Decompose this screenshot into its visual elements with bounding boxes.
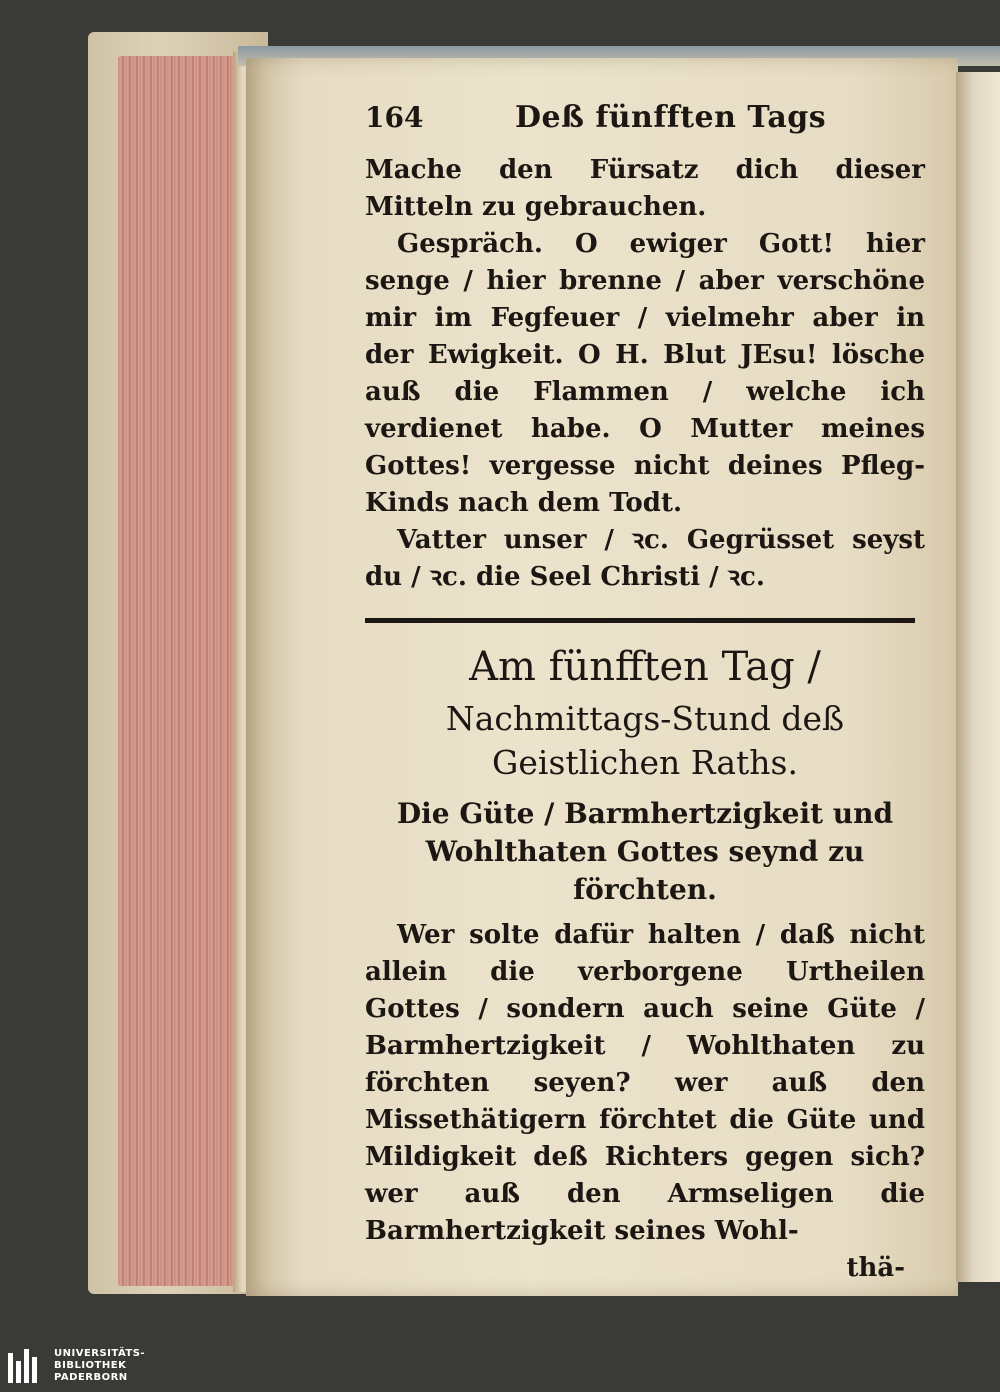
resolution-paragraph: Mache den Fürsatz dich dieser Mitteln zu gebrauchen. [365,155,925,222]
section-divider [365,618,915,623]
section-heading: Die Güte / Barmhertzigkeit und Wohlthaten Gottes seynd zu förchten. [396,797,894,906]
body-paragraph: Wer solte dafür halten / daß nicht allein die verborgene Urtheilen Gottes / sondern auch seine Güte / Barmhertzigkeit / Wohlthaten zu förchten seyen? wer auß den Missethätigern förchtet die Güte und Mildigkeit deß Richters gegen sich? wer auß den Armseligen die Barmhertzigkeit seines Wohl- [365,920,925,1246]
page-header [365,100,925,152]
closing-prayers: Vatter unser / ꝛc. Gegrüsset seyst du / ꝛc. die Seel Christi / ꝛc. [365,525,925,592]
facing-page-edge [956,72,1000,1282]
section-title: Am fünfften Tag / [469,644,821,690]
colloquy-paragraph: Gespräch. O ewiger Gott! hier senge / hier brenne / aber verschöne mir im Fegfeuer / vielmehr aber in der Ewigkeit. O H. Blut JEsu! lösche auß die Flammen / welche ich verdienet habe. O Mutter meines Gottes! vergesse nicht deines Pfleg-Kinds nach dem Todt. [365,229,925,518]
logo-line-1: UNIVERSITÄTS- [54,1348,146,1359]
running-title: Deß fünfften Tags [515,100,827,135]
page-number: 164 [365,101,424,134]
logo-line-3: PADERBORN [54,1372,128,1383]
logo-line-2: BIBLIOTHEK [54,1360,127,1371]
catchword: thä- [846,1253,905,1283]
page-edges [118,56,238,1286]
library-logo-icon [6,1347,44,1385]
section-subtitle: Nachmittags-Stund deß Geistlichen Raths. [445,699,845,782]
library-logo-text [54,1348,145,1384]
library-logo [6,1344,206,1388]
page-text [365,100,925,1286]
